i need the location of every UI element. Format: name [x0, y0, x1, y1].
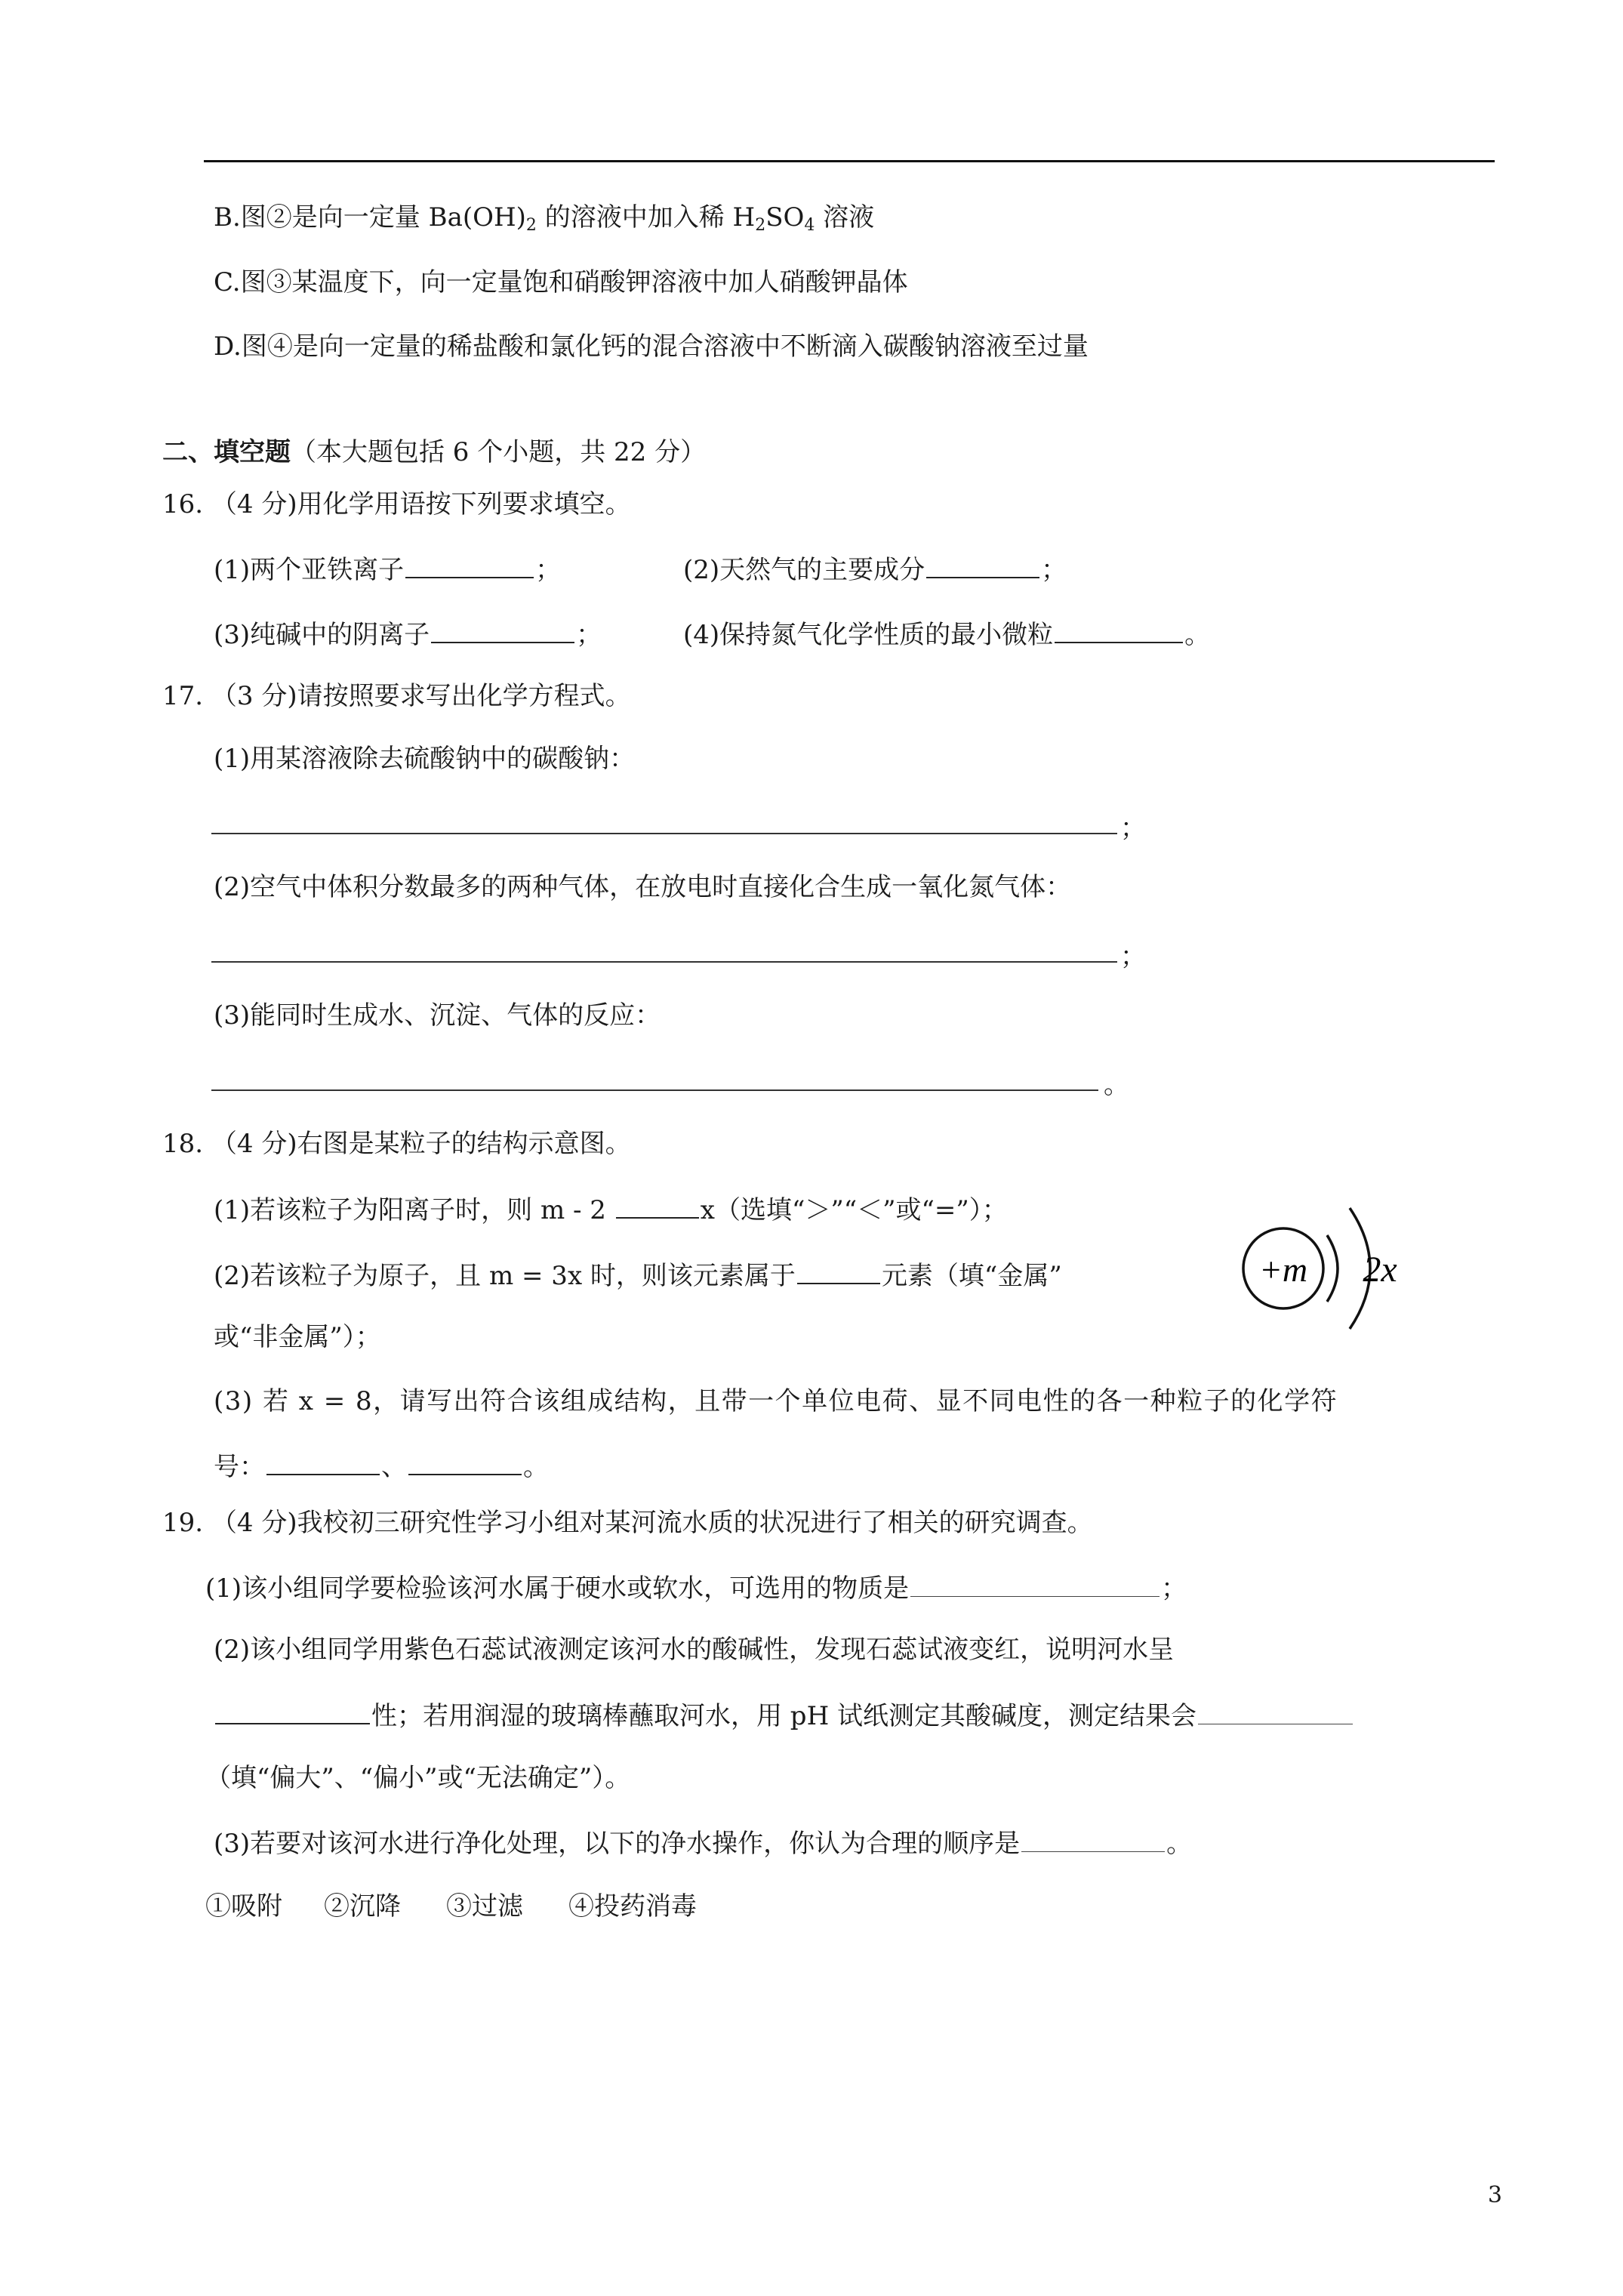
q19-part2-cont: 性；若用润湿的玻璃棒蘸取河水，用 pH 试纸测定其酸碱度，测定结果会 — [214, 1697, 1354, 1733]
option-d: D.图④是向一定量的稀盐酸和氯化钙的混合溶液中不断滴入碳酸钠溶液至过量 — [214, 331, 1089, 362]
q17-semi-1: ； — [1120, 813, 1146, 843]
operation-item: ③过滤 — [446, 1891, 523, 1922]
q16-part2: (2)天然气的主要成分 ； — [683, 551, 1067, 587]
section-heading: 二、填空题（本大题包括 6 个小题，共 22 分） — [162, 437, 707, 467]
header-rule — [204, 160, 1495, 162]
q17-part2: (2)空气中体积分数最多的两种气体，在放电时直接化合生成一氧化氮气体： — [214, 872, 1072, 902]
q17-stem: 17. （3 分)请按照要求写出化学方程式。 — [162, 681, 631, 711]
answer-line — [211, 1089, 1098, 1091]
q16-part1: (1)两个亚铁离子 ； — [214, 551, 561, 587]
operation-item: ①吸附 — [205, 1891, 282, 1922]
q19-part2-note: （填“偏大”、“偏小”或“无法确定”）。 — [205, 1763, 631, 1793]
operation-item: ④投药消毒 — [568, 1891, 697, 1922]
electron-shell-arc — [1327, 1235, 1338, 1302]
q19-part1: (1)该小组同学要检验该河水属于硬水或软水，可选用的物质是 ； — [205, 1570, 1187, 1605]
q19-part3: (3)若要对该河水进行净化处理，以下的净水操作，你认为合理的顺序是 。 — [214, 1826, 1192, 1860]
shell-electron-label: 2x — [1363, 1250, 1397, 1290]
q18-part2: (2)若该粒子为原子，且 m = 3x 时，则该元素属于 元素（填“金属” — [214, 1257, 1062, 1293]
q17-semi-2: ； — [1120, 942, 1146, 972]
option-b: B.图②是向一定量 $Ba(OH)_2$ 的溶液中加入稀 $H_2SO_4$ 溶液 — [214, 202, 875, 235]
q18-part2-cont: 或“非金属”）； — [214, 1322, 381, 1352]
option-c: C.图③某温度下，向一定量饱和硝酸钾溶液中加人硝酸钾晶体 — [214, 267, 908, 297]
q16-part3: (3)纯碱中的阴离子 ； — [214, 616, 602, 652]
q18-part3: (3) 若 x = 8，请写出符合该组成结构，且带一个单位电荷、显不同电性的各一种粒子的化学符 — [214, 1386, 1338, 1416]
q19-operations — [205, 1890, 697, 1923]
q17-end: 。 — [1104, 1070, 1129, 1100]
q16-part4: (4)保持氮气化学性质的最小微粒 。 — [683, 616, 1210, 652]
q18-stem: 18. （4 分)右图是某粒子的结构示意图。 — [162, 1129, 631, 1159]
q19-stem: 19. （4 分)我校初三研究性学习小组对某河流水质的状况进行了相关的研究调查。 — [162, 1508, 1093, 1538]
q18-part1: (1)若该粒子为阳离子时，则 m - 2 x（选填“＞”“＜”或“=”）； — [214, 1191, 1008, 1227]
nucleus-label: +m — [1258, 1250, 1308, 1289]
operation-item: ②沉降 — [324, 1891, 401, 1922]
q19-part2: (2)该小组同学用紫色石蕊试液测定该河水的酸碱性，发现石蕊试液变红，说明河水呈 — [214, 1635, 1175, 1665]
answer-line — [211, 961, 1117, 963]
q18-part3-cont: 号： 、 。 — [214, 1448, 549, 1484]
page-number: 3 — [1487, 2182, 1502, 2208]
answer-line — [211, 833, 1117, 834]
q17-part3: (3)能同时生成水、沉淀、气体的反应： — [214, 1000, 661, 1031]
particle-structure-diagram — [1230, 1185, 1427, 1351]
q17-part1: (1)用某溶液除去硫酸钠中的碳酸钠： — [214, 744, 636, 774]
q16-stem: 16. （4 分)用化学用语按下列要求填空。 — [162, 489, 631, 519]
